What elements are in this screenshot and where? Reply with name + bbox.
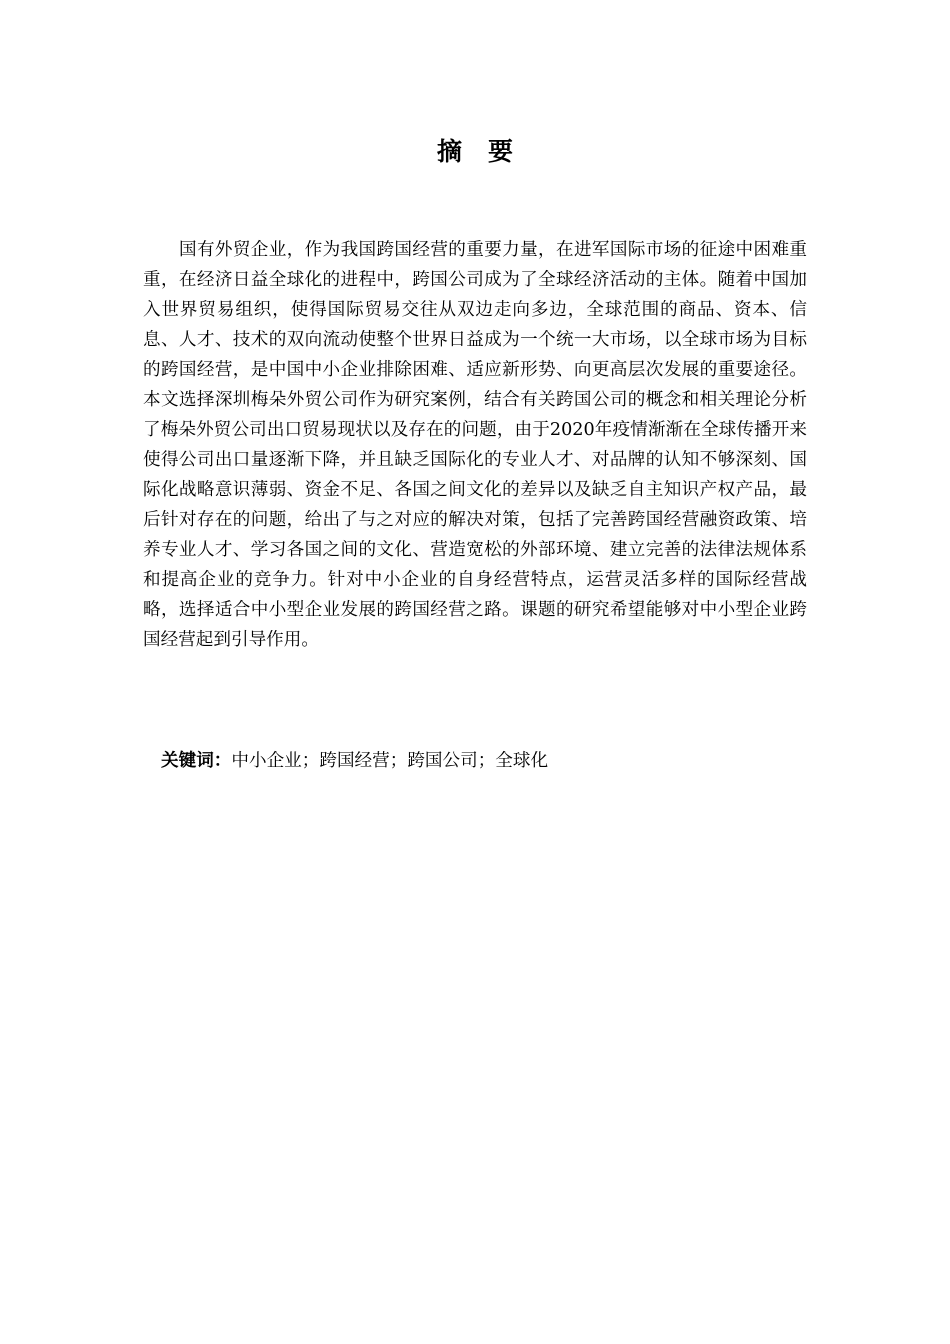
title-char-1: 摘 bbox=[436, 137, 462, 166]
keywords-text: 中小企业；跨国经营；跨国公司；全球化 bbox=[231, 751, 549, 771]
title-char-2: 要 bbox=[488, 137, 514, 166]
keywords-label: 关键词： bbox=[161, 751, 232, 771]
page-title bbox=[0, 132, 950, 172]
keywords-line bbox=[161, 746, 801, 776]
abstract-paragraph: 国有外贸企业，作为我国跨国经营的重要力量，在进军国际市场的征途中困难重重，在经济日益全球化的进程中，跨国公司成为了全球经济活动的主体。随着中国加入世界贸易组织，使得国际贸易交往从双边走向多边，全球范围的商品、资本、信息、人才、技术的双向流动使整个世界日益成为一个统一大市场，以全球市场为目标的跨国经营，是中国中小企业排除困难、适应新形势、向更高层次发展的重要途径。本文选择深圳梅朵外贸公司作为研究案例，结合有关跨国公司的概念和相关理论分析了梅朵外贸公司出口贸易现状以及存在的问题，由于2020年疫情渐渐在全球传播开来使得公司出口量逐渐下降，并且缺乏国际化的专业人才、对品牌的认知不够深刻、国际化战略意识薄弱、资金不足、各国之间文化的差异以及缺乏自主知识产权产品，最后针对存在的问题，给出了与之对应的解决对策，包括了完善跨国经营融资政策、培养专业人才、学习各国之间的文化、营造宽松的外部环境、建立完善的法律法规体系和提高企业的竞争力。针对中小企业的自身经营特点，运营灵活多样的国际经营战略，选择适合中小型企业发展的跨国经营之路。课题的研究希望能够对中小型企业跨国经营起到引导作用。 bbox=[143, 240, 807, 650]
